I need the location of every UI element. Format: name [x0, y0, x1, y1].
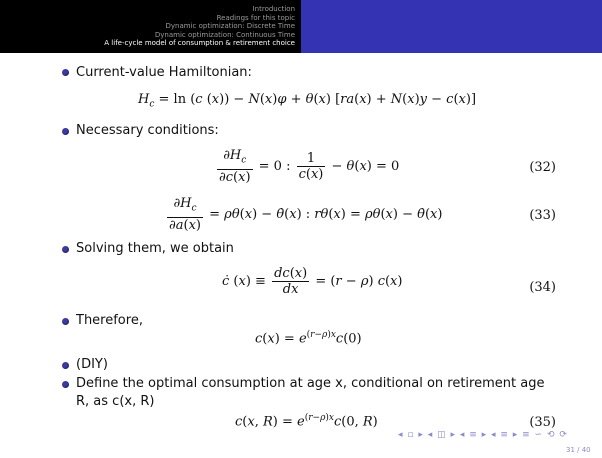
equation-32: $\frac{\partial H_c}{\partial c(x)}$ = 0 : $\frac{1}{c(x)}$ − θ(x) = 0 — [219, 148, 400, 185]
bullet-icon — [62, 318, 69, 325]
equation-number-34: (34) — [529, 280, 556, 295]
bullet-hamiltonian: Current-value Hamiltonian: — [76, 65, 252, 80]
nav-item-readings[interactable]: Readings for this topic — [216, 13, 295, 22]
equation-hamiltonian: $H_c = \ln (c$ (x)) − N(x)φ + θ(x) [ra(x) + N(x)y − c(x)] — [138, 92, 477, 110]
equation-number-32: (32) — [529, 160, 556, 175]
nav-item-continuous-time[interactable]: Dynamic optimization: Continuous Time — [154, 30, 295, 39]
bullet-solving: Solving them, we obtain — [76, 241, 234, 256]
bullet-diy: (DIY) — [76, 357, 108, 372]
bullet-define-line1: Define the optimal consumption at age x, conditional on retirement age — [76, 376, 545, 391]
equation-therefore: $c(x) = e^{(r-\rho)x}c(0)$ — [255, 330, 362, 347]
equation-35: c(x, $R) = e^{(r-\rho)x}c(0$, R) — [235, 413, 378, 430]
bullet-therefore: Therefore, — [76, 313, 143, 328]
header-navigation-panel — [0, 0, 301, 53]
bullet-necessary-conditions: Necessary conditions: — [76, 123, 219, 138]
nav-item-life-cycle-model[interactable]: A life-cycle model of consumption & retirement choice — [104, 39, 295, 48]
section-navigation — [104, 5, 295, 48]
nav-item-discrete-time[interactable]: Dynamic optimization: Discrete Time — [165, 22, 295, 31]
bullet-icon — [62, 381, 69, 388]
slide-header — [0, 0, 602, 53]
equation-33: $\frac{\partial H_c}{\partial a(x)}$ = ρθ(x) − θ̇(x) : rθ(x) = ρθ(x) − θ̇(x) — [169, 196, 443, 233]
bullet-icon — [62, 128, 69, 135]
bullet-icon — [62, 69, 69, 76]
beamer-navigation-icons[interactable]: ◂ ▫ ▸ ◂ ◫ ▸ ◂ ≡ ▸ ◂ ≡ ▸ ≡ ∽ ⟲ ⟳ — [398, 430, 568, 440]
page-number: 31 / 40 — [566, 446, 591, 454]
nav-item-introduction[interactable]: Introduction — [252, 5, 295, 13]
bullet-icon — [62, 362, 69, 369]
equation-number-35: (35) — [529, 415, 556, 430]
header-title-panel — [301, 0, 602, 53]
bullet-icon — [62, 246, 69, 253]
equation-number-33: (33) — [529, 208, 556, 223]
bullet-define-line2: R, as c(x, R) — [76, 394, 155, 409]
equation-34: ċ (x) ≡ $\frac{dc(x)}{dx}$ = (r − ρ) c(x) — [222, 266, 403, 297]
